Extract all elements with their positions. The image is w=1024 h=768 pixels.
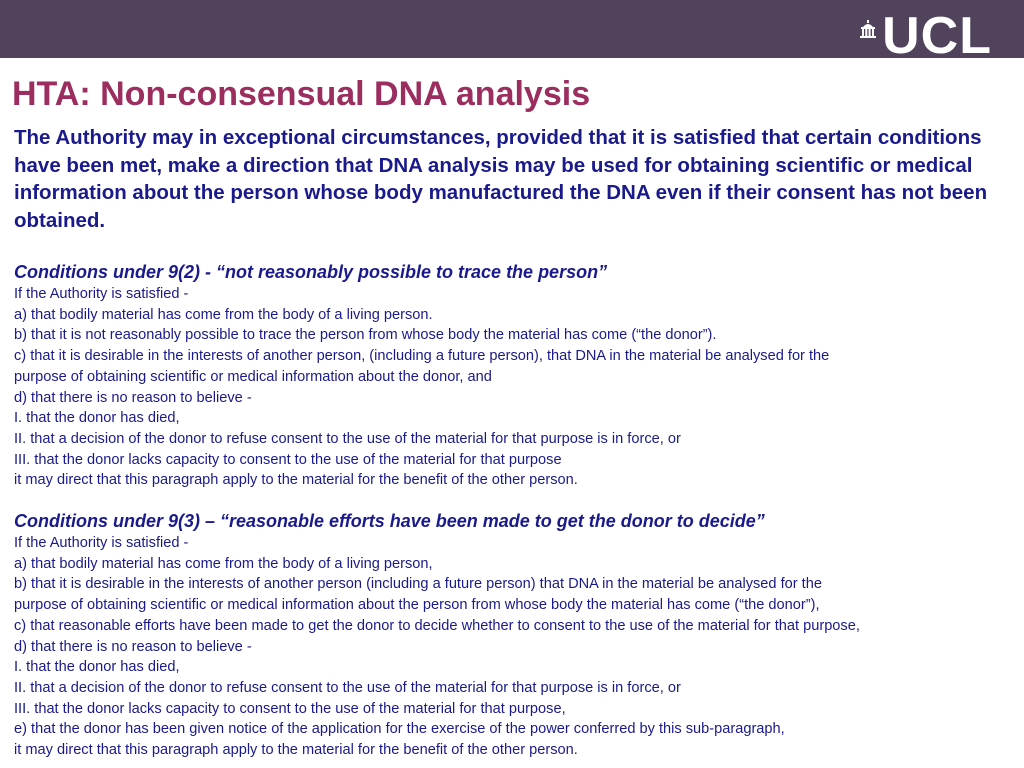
section-heading: Conditions under 9(2) - “not reasonably possible to trace the person”: [14, 262, 608, 282]
condition-line: If the Authority is satisfied -: [14, 535, 189, 551]
condition-line: e) that the donor has been given notice of the application for the exercise of the power conferred by this sub-paragraph,: [14, 721, 785, 738]
portico-icon: [860, 20, 876, 38]
condition-line: III. that the donor lacks capacity to consent to the use of the material for that purpose: [14, 451, 562, 468]
ucl-logo: [882, 7, 992, 65]
condition-line: purpose of obtaining scientific or medical information about the person from whose body the material has come (“the donor”),: [14, 597, 820, 614]
condition-line: d) that there is no reason to believe -: [14, 389, 252, 406]
condition-line: If the Authority is satisfied -: [14, 286, 189, 302]
condition-list: [14, 284, 1014, 491]
condition-line: it may direct that this paragraph apply to the material for the benefit of the other person.: [14, 472, 578, 489]
logo-text: UCL: [882, 7, 992, 65]
condition-line: d) that there is no reason to believe -: [14, 638, 252, 655]
section-conditions-9-3: [14, 509, 1014, 761]
condition-line: c) that it is desirable in the interests of another person, (including a future person), that DNA in the material be analysed for the: [14, 348, 830, 365]
condition-line: a) that bodily material has come from the body of a living person,: [14, 555, 433, 572]
section-heading: Conditions under 9(3) – “reasonable efforts have been made to get the donor to decide”: [14, 511, 765, 531]
condition-line: purpose of obtaining scientific or medical information about the donor, and: [14, 368, 492, 385]
condition-line: III. that the donor lacks capacity to consent to the use of the material for that purpose,: [14, 700, 566, 717]
condition-line: II. that a decision of the donor to refuse consent to the use of the material for that purpose is in force, or: [14, 430, 681, 447]
condition-list: [14, 533, 1014, 761]
condition-line: I. that the donor has died,: [14, 659, 180, 676]
condition-line: I. that the donor has died,: [14, 410, 180, 427]
condition-line: it may direct that this paragraph apply to the material for the benefit of the other person.: [14, 742, 578, 759]
condition-line: b) that it is not reasonably possible to trace the person from whose body the material has come (“the donor”).: [14, 327, 717, 344]
condition-line: a) that bodily material has come from the body of a living person.: [14, 306, 433, 323]
condition-line: b) that it is desirable in the interests of another person (including a future person) that DNA in the material be analysed for the: [14, 576, 822, 593]
condition-line: II. that a decision of the donor to refuse consent to the use of the material for that purpose is in force, or: [14, 679, 681, 696]
intro-paragraph: The Authority may in exceptional circumstances, provided that it is satisfied that certain conditions have been met, make a direction that DNA analysis may be used for obtaining scientific or medical information about the person whose body manufactured the DNA even if their consent has not been obtained.: [14, 126, 988, 232]
condition-line: c) that reasonable efforts have been made to get the donor to decide whether to consent to the use of the material for that purpose,: [14, 617, 860, 634]
section-conditions-9-2: [14, 260, 1014, 491]
header-bar: [0, 0, 1024, 65]
page-title: HTA: Non-consensual DNA analysis: [12, 75, 591, 113]
